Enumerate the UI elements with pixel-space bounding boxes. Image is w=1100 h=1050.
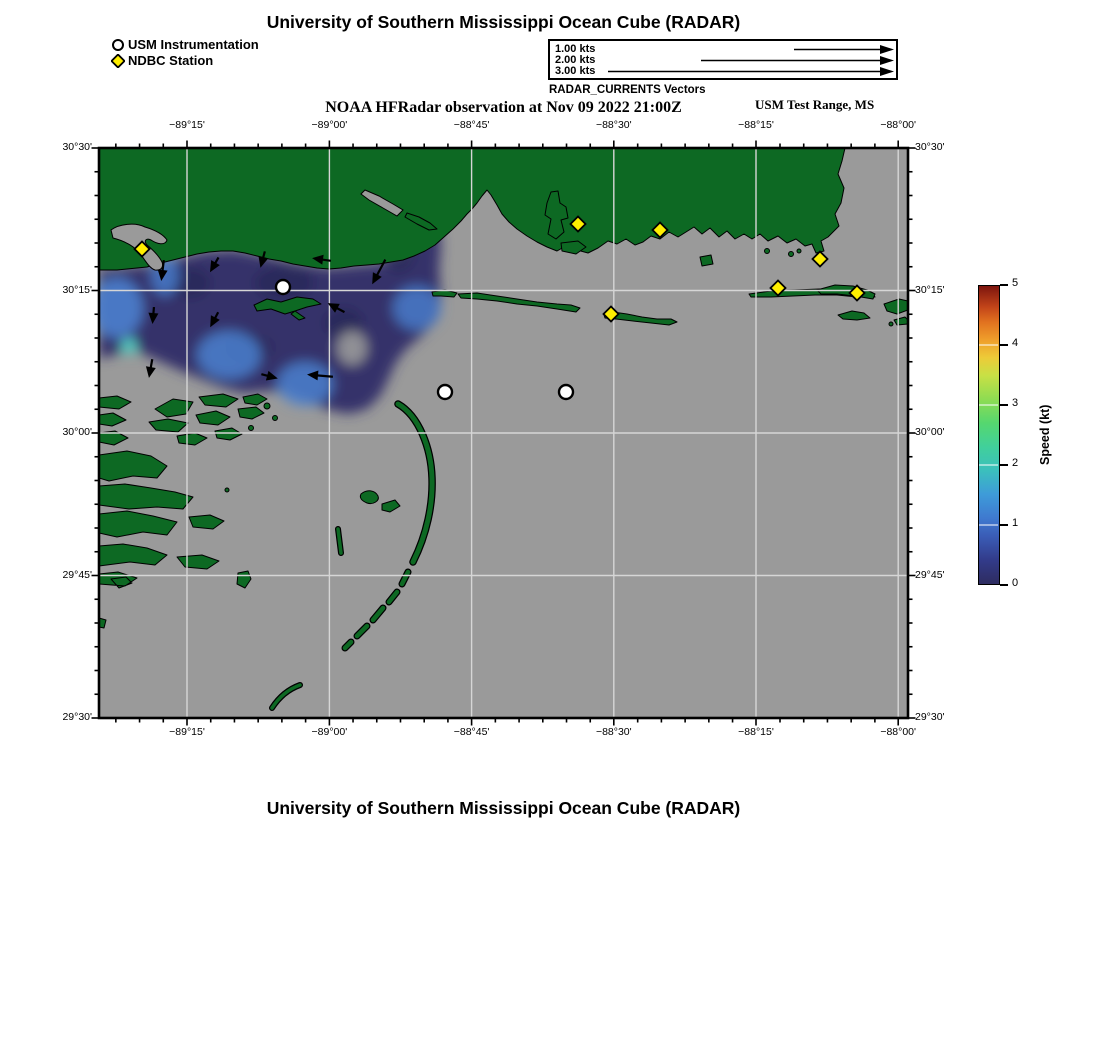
lon-label-top: −88°30' [595, 119, 632, 131]
colorbar-gridline [979, 344, 998, 346]
colorbar-title: Speed (kt) [1038, 404, 1052, 466]
map-canvas [91, 140, 918, 726]
colorbar-tick-label: 5 [1012, 277, 1019, 289]
colorbar-tick-label: 0 [1012, 577, 1019, 589]
colorbar-gridline [979, 524, 998, 526]
ndbc-diamond-icon [111, 54, 125, 68]
colorbar-tick [1000, 464, 1008, 466]
lon-label-top: −88°45' [453, 119, 490, 131]
lat-label-right: 29°45' [915, 568, 945, 581]
vector-scale-box [548, 39, 898, 80]
observation-subtitle: NOAA HFRadar observation at Nov 09 2022 21:00Z [325, 99, 682, 116]
lon-label-bottom: −88°30' [595, 726, 632, 738]
usm-instrumentation-marker [276, 280, 290, 294]
bottom-page-title: University of Southern Mississippi Ocean Cube (RADAR) [266, 798, 741, 818]
lat-label-left: 30°15' [62, 283, 92, 296]
lat-label-left: 30°30' [62, 141, 92, 153]
colorbar-tick-label: 3 [1012, 397, 1019, 409]
colorbar-tick-label: 1 [1012, 517, 1019, 529]
vector-scale-arrows [550, 41, 896, 78]
vector-scale-1kt: 1.00 kts [555, 43, 596, 55]
page-title: University of Southern Mississippi Ocean Cube (RADAR) [266, 12, 741, 32]
vector-scale-caption: RADAR_CURRENTS Vectors [549, 84, 706, 96]
marker-legend [111, 37, 259, 69]
lat-label-right: 30°30' [915, 141, 945, 153]
usm-instrumentation-marker [559, 385, 573, 399]
lat-label-right: 30°15' [915, 283, 945, 296]
lat-label-left: 29°45' [62, 568, 92, 581]
lat-label-left: 29°30' [62, 711, 92, 723]
legend-ndbc-row [111, 53, 259, 69]
lon-label-bottom: −89°00' [311, 726, 348, 738]
colorbar-tick-label: 4 [1012, 337, 1019, 349]
lon-label-top: −89°15' [169, 119, 205, 131]
colorbar-tick [1000, 584, 1008, 586]
legend-usm-row [111, 37, 259, 53]
lon-label-top: −89°00' [311, 119, 348, 131]
lon-label-bottom: −88°00' [880, 726, 917, 738]
lat-label-right: 30°00' [915, 426, 945, 438]
colorbar-tick [1000, 284, 1008, 286]
usm-instrumentation-marker [438, 385, 452, 399]
lon-label-bottom: −89°15' [169, 726, 205, 738]
colorbar-gridline [979, 464, 998, 466]
legend-ndbc-label: NDBC Station [128, 53, 214, 68]
vector-scale-3kt: 3.00 kts [555, 65, 596, 77]
vector-scale-2kt: 2.00 kts [555, 54, 596, 66]
lon-label-top: −88°15' [738, 119, 774, 131]
usm-circle-icon [111, 38, 125, 52]
legend-usm-label: USM Instrumentation [128, 37, 259, 52]
colorbar-tick-label: 2 [1012, 457, 1019, 469]
colorbar-tick [1000, 524, 1008, 526]
lat-label-right: 29°30' [915, 711, 945, 723]
lon-label-bottom: −88°45' [453, 726, 490, 738]
lon-label-top: −88°00' [880, 119, 917, 131]
colorbar-tick [1000, 404, 1008, 406]
colorbar-tick [1000, 344, 1008, 346]
lon-label-bottom: −88°15' [738, 726, 774, 738]
colorbar-gridline [979, 404, 998, 406]
lat-label-left: 30°00' [62, 426, 92, 438]
region-label: USM Test Range, MS [755, 97, 875, 112]
colorbar-gradient [978, 285, 1000, 585]
